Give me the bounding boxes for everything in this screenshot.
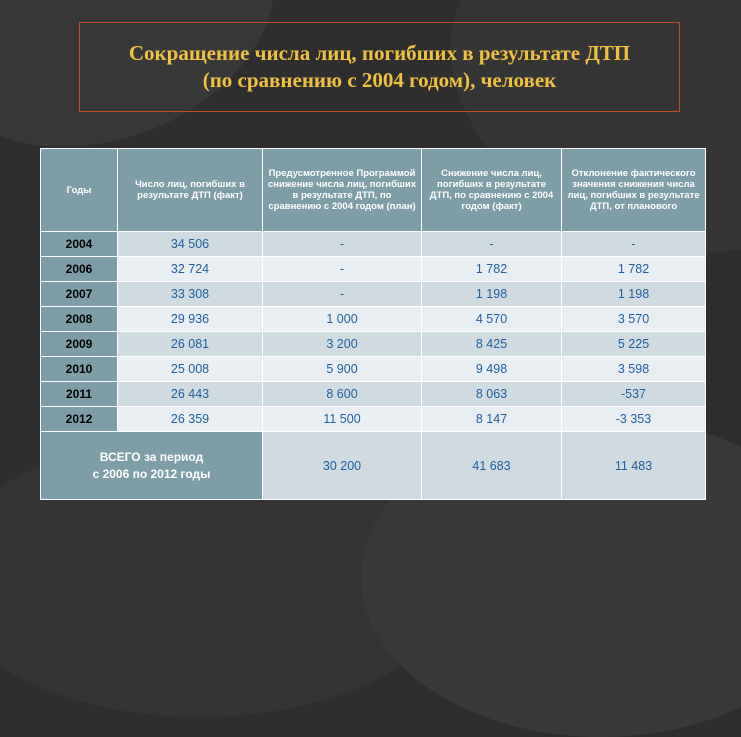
table-row xyxy=(41,407,706,432)
deviation-cell: 3 570 xyxy=(562,307,706,332)
header-reduction-plan: Предусмотренное Программой снижение числа лиц, погибших в результате ДТП, по сравнению с 2004 годом (план) xyxy=(263,149,422,232)
title-line-2: (по сравнению с 2004 годом), человек xyxy=(202,68,557,92)
deaths-cell: 26 081 xyxy=(118,332,263,357)
total-row xyxy=(41,432,706,500)
table-row xyxy=(41,307,706,332)
header-years: Годы xyxy=(41,149,118,232)
deviation-cell: -537 xyxy=(562,382,706,407)
year-cell: 2011 xyxy=(41,382,118,407)
table-row xyxy=(41,357,706,382)
deviation-cell: 1 782 xyxy=(562,257,706,282)
title-line-1: Сокращение числа лиц, погибших в результате ДТП xyxy=(128,41,631,65)
year-cell: 2008 xyxy=(41,307,118,332)
total-fact-cell: 41 683 xyxy=(422,432,562,500)
deaths-cell: 32 724 xyxy=(118,257,263,282)
deviation-cell: 3 598 xyxy=(562,357,706,382)
table-row xyxy=(41,382,706,407)
plan-cell: 8 600 xyxy=(263,382,422,407)
deaths-cell: 25 008 xyxy=(118,357,263,382)
deaths-cell: 29 936 xyxy=(118,307,263,332)
header-deviation: Отклонение фактического значения снижения числа лиц, погибших в результате ДТП, от планового xyxy=(562,149,706,232)
plan-cell: 3 200 xyxy=(263,332,422,357)
total-label-line-2: с 2006 по 2012 годы xyxy=(92,466,211,481)
plan-cell: - xyxy=(263,232,422,257)
plan-cell: 1 000 xyxy=(263,307,422,332)
deviation-cell: - xyxy=(562,232,706,257)
fact-cell: 1 198 xyxy=(422,282,562,307)
plan-cell: - xyxy=(263,257,422,282)
total-label xyxy=(41,432,263,500)
fact-cell: 8 147 xyxy=(422,407,562,432)
table-row xyxy=(41,332,706,357)
fact-cell: 8 425 xyxy=(422,332,562,357)
statistics-table xyxy=(40,148,706,500)
year-cell: 2006 xyxy=(41,257,118,282)
fact-cell: - xyxy=(422,232,562,257)
table-row xyxy=(41,232,706,257)
deviation-cell: -3 353 xyxy=(562,407,706,432)
plan-cell: - xyxy=(263,282,422,307)
slide-title xyxy=(79,22,680,112)
header-deaths-fact: Число лиц, погибших в результате ДТП (факт) xyxy=(118,149,263,232)
fact-cell: 4 570 xyxy=(422,307,562,332)
deaths-cell: 26 443 xyxy=(118,382,263,407)
fact-cell: 8 063 xyxy=(422,382,562,407)
fact-cell: 1 782 xyxy=(422,257,562,282)
year-cell: 2012 xyxy=(41,407,118,432)
deviation-cell: 5 225 xyxy=(562,332,706,357)
deaths-cell: 26 359 xyxy=(118,407,263,432)
plan-cell: 5 900 xyxy=(263,357,422,382)
total-deviation-cell: 11 483 xyxy=(562,432,706,500)
year-cell: 2010 xyxy=(41,357,118,382)
total-label-line-1: ВСЕГО за период xyxy=(99,449,204,464)
year-cell: 2009 xyxy=(41,332,118,357)
total-plan-cell: 30 200 xyxy=(263,432,422,500)
deaths-cell: 33 308 xyxy=(118,282,263,307)
table-header-row xyxy=(41,149,706,232)
fact-cell: 9 498 xyxy=(422,357,562,382)
table-row xyxy=(41,282,706,307)
deaths-cell: 34 506 xyxy=(118,232,263,257)
year-cell: 2004 xyxy=(41,232,118,257)
deviation-cell: 1 198 xyxy=(562,282,706,307)
year-cell: 2007 xyxy=(41,282,118,307)
plan-cell: 11 500 xyxy=(263,407,422,432)
table-row xyxy=(41,257,706,282)
header-reduction-fact: Снижение числа лиц, погибших в результате ДТП, по сравнению с 2004 годом (факт) xyxy=(422,149,562,232)
